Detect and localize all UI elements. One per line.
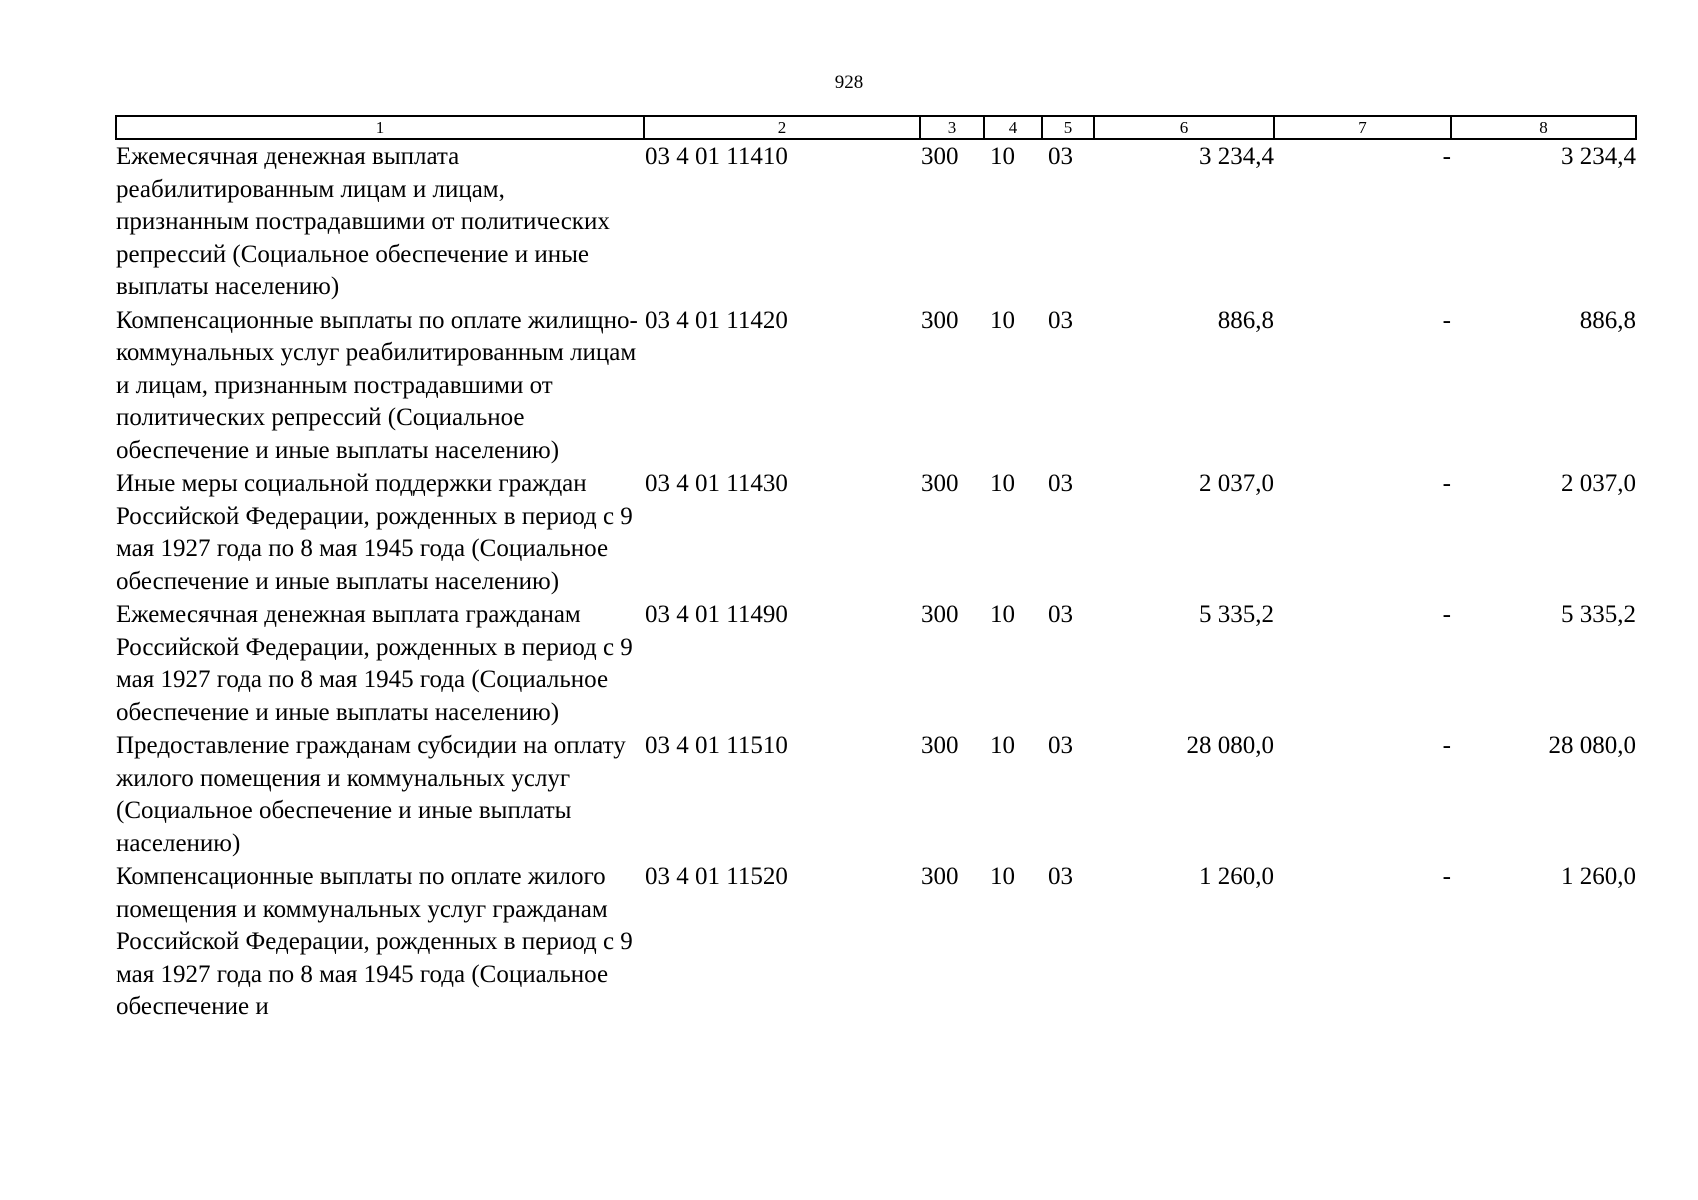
header-cell-1: 1: [116, 116, 644, 139]
row-target-code: 03 4 01 11520: [645, 863, 788, 890]
row-sum-col6: 2 037,0: [1199, 470, 1274, 497]
row-section: 10: [990, 863, 1015, 890]
row-target-code: 03 4 01 11490: [645, 601, 788, 628]
row-target-code: 03 4 01 11420: [645, 306, 788, 334]
header-cell-2: 2: [644, 116, 920, 139]
row-name: Предоставление гражданам субсидии на оплату жилого помещения и коммунальных услуг (Социальное обеспечение и иные выплаты населению): [116, 732, 626, 857]
table-row: [116, 139, 1636, 304]
page-number: 928: [834, 72, 864, 93]
row-section: 10: [990, 470, 1015, 497]
row-sum-col7: -: [1442, 601, 1451, 628]
row-target-code: 03 4 01 11430: [645, 470, 788, 497]
row-sum-col8: 2 037,0: [1561, 470, 1636, 497]
row-expense-type: 300: [921, 306, 959, 334]
row-name: Ежемесячная денежная выплата реабилитированным лицам и лицам, признанным пострадавшими от политических репрессий (Социальное обеспечение и иные выплаты населению): [116, 143, 610, 300]
row-sum-col6: 1 260,0: [1199, 863, 1274, 890]
row-name: Компенсационные выплаты по оплате жилищно-коммунальных услуг реабилитированным лицам и лицам, признанным пострадавшими от политических репрессий (Социальное обеспечение и иные выплаты населению): [116, 306, 638, 464]
row-name: Ежемесячная денежная выплата гражданам Российской Федерации, рожденных в период с 9 мая 1927 года по 8 мая 1945 года (Социальное обеспечение и иные выплаты населению): [116, 601, 633, 726]
row-name: Компенсационные выплаты по оплате жилого помещения и коммунальных услуг гражданам Российской Федерации, рожденных в период с 9 мая 1927 года по 8 мая 1945 года (Социальное обеспечение и: [116, 863, 633, 1020]
row-subsection: 03: [1048, 470, 1073, 497]
header-cell-4: 4: [984, 116, 1042, 139]
row-sum-col7: -: [1442, 732, 1451, 759]
row-section: 10: [990, 601, 1015, 628]
header-cell-6: 6: [1094, 116, 1274, 139]
row-sum-col7: -: [1442, 143, 1451, 170]
row-expense-type: 300: [921, 470, 959, 497]
table-row: [116, 304, 1636, 468]
row-sum-col6: 5 335,2: [1199, 601, 1274, 628]
row-subsection: 03: [1048, 306, 1073, 334]
table-row: [116, 467, 1636, 598]
row-sum-col8: 3 234,4: [1561, 143, 1636, 170]
table-row: [116, 598, 1636, 729]
budget-table: [115, 115, 1637, 1024]
table-row: [116, 729, 1636, 860]
row-sum-col8: 5 335,2: [1561, 601, 1636, 628]
row-subsection: 03: [1048, 601, 1073, 628]
row-subsection: 03: [1048, 732, 1073, 759]
table-body: [116, 139, 1636, 1024]
row-section: 10: [990, 306, 1015, 334]
row-subsection: 03: [1048, 143, 1073, 170]
row-target-code: 03 4 01 11510: [645, 732, 788, 759]
row-sum-col7: -: [1442, 470, 1451, 497]
row-target-code: 03 4 01 11410: [645, 143, 788, 170]
row-sum-col6: 28 080,0: [1186, 732, 1274, 759]
row-sum-col8: 886,8: [1579, 306, 1636, 334]
row-section: 10: [990, 143, 1015, 170]
row-expense-type: 300: [921, 601, 959, 628]
header-row: [116, 116, 1636, 139]
header-cell-5: 5: [1042, 116, 1094, 139]
row-name: Иные меры социальной поддержки граждан Российской Федерации, рожденных в период с 9 мая 1927 года по 8 мая 1945 года (Социальное обеспечение и иные выплаты населению): [116, 470, 633, 595]
row-section: 10: [990, 732, 1015, 759]
header-cell-8: 8: [1451, 116, 1636, 139]
table-header: [116, 116, 1636, 139]
row-expense-type: 300: [921, 143, 959, 170]
row-subsection: 03: [1048, 863, 1073, 890]
row-sum-col7: -: [1442, 863, 1451, 890]
header-cell-7: 7: [1274, 116, 1451, 139]
row-sum-col8: 28 080,0: [1548, 732, 1636, 759]
row-sum-col6: 3 234,4: [1199, 143, 1274, 170]
row-sum-col8: 1 260,0: [1561, 863, 1636, 890]
row-expense-type: 300: [921, 732, 959, 759]
table-row: [116, 860, 1636, 1024]
row-sum-col6: 886,8: [1217, 306, 1274, 334]
row-sum-col7: -: [1442, 306, 1451, 334]
header-cell-3: 3: [920, 116, 984, 139]
row-expense-type: 300: [921, 863, 959, 890]
